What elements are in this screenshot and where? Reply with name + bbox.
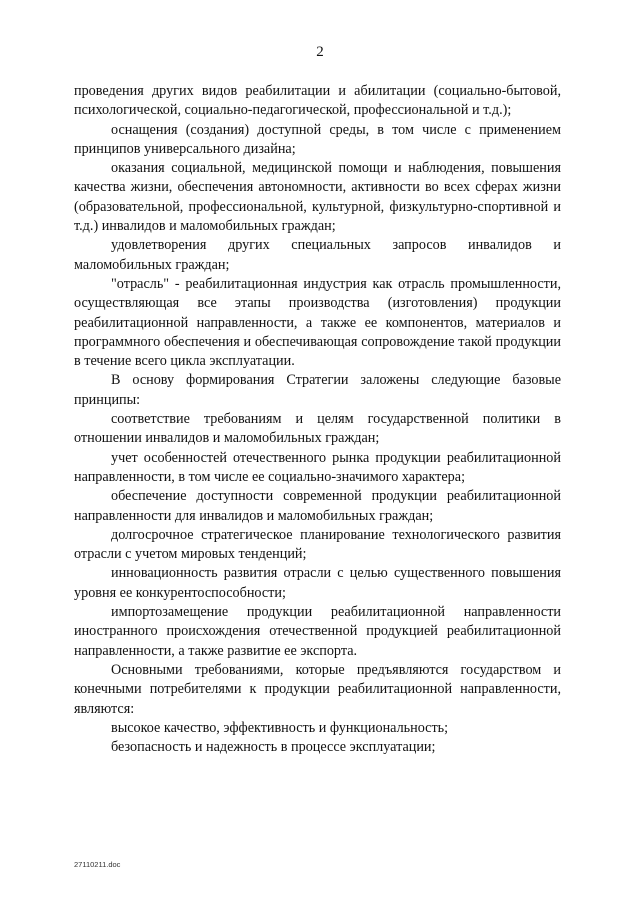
paragraph-industry-definition: "отрасль" - реабилитационная индустрия как отрасль промышленности, осуществляющая все этапы производства (изготовления) продукции реабилитационной направленности, а также ее компонентов, материалов и программного обеспечения и обеспечивающая сопровождение такой продукции в течение всего цикла эксплуатации.: [74, 275, 561, 370]
page-number: 2: [316, 44, 324, 60]
paragraph-principle-availability: обеспечение доступности современной продукции реабилитационной направленности для инвалидов и маломобильных граждан;: [74, 488, 561, 524]
paragraph-accessible-environment: оснащения (создания) доступной среды, в том числе с применением принципов универсального дизайна;: [74, 121, 561, 157]
paragraph-special-requests: удовлетворения других специальных запросов инвалидов и маломобильных граждан;: [74, 237, 561, 273]
paragraph-other-rehabilitation: проведения других видов реабилитации и абилитации (социально-бытовой, психологической, социально-педагогической, профессиональной и т.д.);: [74, 83, 561, 119]
paragraph-principle-innovation: инновационность развития отрасли с целью существенного повышения уровня ее конкурентоспособности;: [74, 565, 561, 601]
paragraph-principle-import-substitution: импортозамещение продукции реабилитационной направленности иностранного происхождения отечественной продукцией реабилитационной направленности, а также развитие ее экспорта.: [74, 604, 561, 659]
paragraph-requirement-quality: высокое качество, эффективность и функциональность;: [111, 719, 449, 736]
footer-filename: 27110211.doc: [74, 860, 121, 869]
paragraph-strategy-principles-intro: В основу формирования Стратегии заложены следующие базовые принципы:: [74, 372, 561, 408]
paragraph-social-medical-help: оказания социальной, медицинской помощи и наблюдения, повышения качества жизни, обеспечения автономности, активности во всех сферах жизни (образовательной, профессиональной, культурной, физкультурно-спортивной и т.д.) инвалидов и маломобильных граждан;: [74, 160, 561, 235]
paragraph-principle-state-policy: соответствие требованиям и целям государственной политики в отношении инвалидов и маломобильных граждан;: [74, 411, 561, 447]
document-body: [74, 82, 561, 757]
paragraph-principle-market: учет особенностей отечественного рынка продукции реабилитационной направленности, в том числе ее социально-значимого характера;: [74, 449, 561, 485]
paragraph-principle-planning: долгосрочное стратегическое планирование технологического развития отрасли с учетом мировых тенденций;: [74, 526, 561, 563]
paragraph-requirement-safety: безопасность и надежность в процессе эксплуатации;: [111, 739, 436, 756]
paragraph-requirements-intro: Основными требованиями, которые предъявляются государством и конечными потребителями к продукции реабилитационной направленности, являются:: [74, 661, 561, 717]
